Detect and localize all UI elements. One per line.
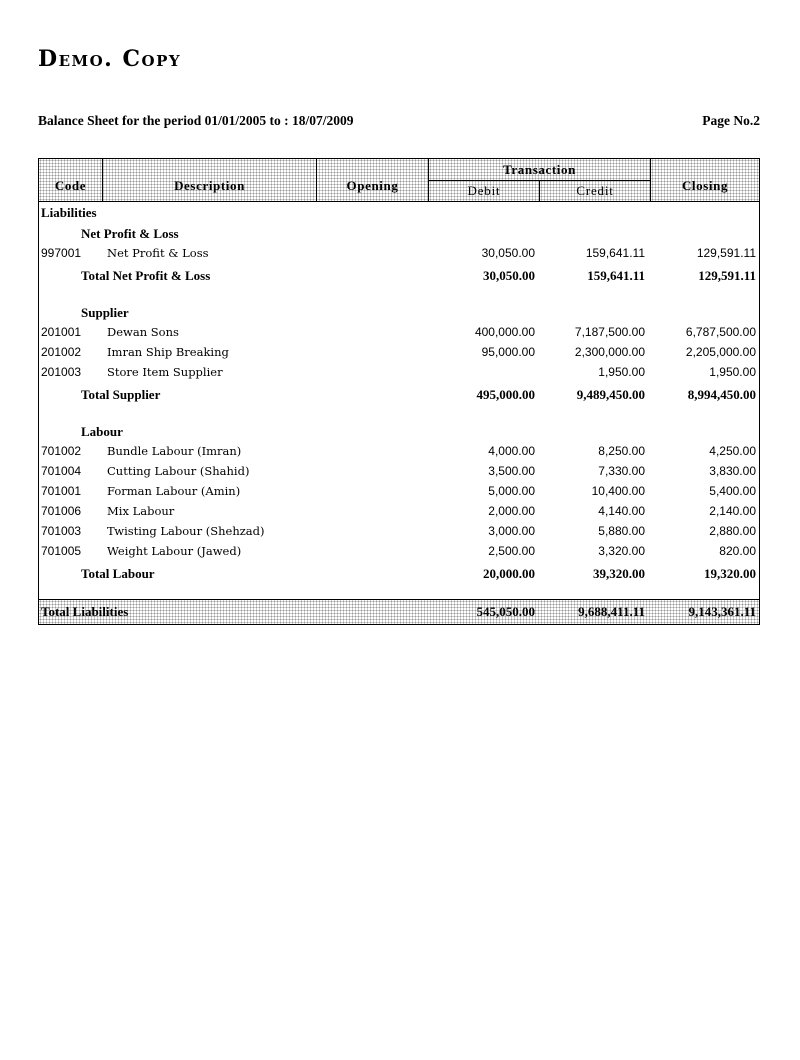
grand-total-credit: 9,688,411.11 xyxy=(578,604,645,619)
section-label: Liabilities xyxy=(41,205,97,220)
group-total-debit: 495,000.00 xyxy=(476,387,535,402)
table-row xyxy=(39,502,759,522)
table-row xyxy=(39,462,759,482)
account-description: Bundle Labour (Imran) xyxy=(107,444,242,458)
group-total-credit: 9,489,450.00 xyxy=(576,387,645,402)
account-description: Twisting Labour (Shehzad) xyxy=(107,524,265,538)
header-transaction: Transaction xyxy=(429,159,651,181)
group-total-closing: 129,591.11 xyxy=(698,268,756,283)
group-total-closing: 8,994,450.00 xyxy=(687,387,756,402)
demo-copy-watermark: Demo. Copy xyxy=(38,46,182,72)
account-code: 701005 xyxy=(41,544,82,558)
account-code: 201002 xyxy=(41,345,82,359)
group-total-label: Total Supplier xyxy=(81,387,161,402)
group-total-row xyxy=(39,266,759,286)
closing-value: 4,250.00 xyxy=(709,444,756,458)
group-heading xyxy=(39,303,759,323)
debit-value: 3,000.00 xyxy=(488,524,535,538)
grand-total-closing: 9,143,361.11 xyxy=(688,604,756,619)
account-description: Net Profit & Loss xyxy=(107,246,209,260)
table-row xyxy=(39,343,759,363)
credit-value: 3,320.00 xyxy=(598,544,645,558)
credit-value: 4,140.00 xyxy=(598,504,645,518)
header-closing: Closing xyxy=(681,178,729,193)
debit-value: 4,000.00 xyxy=(488,444,535,458)
group-total-label: Total Labour xyxy=(81,566,155,581)
group-total-closing: 19,320.00 xyxy=(704,566,756,581)
account-code: 701002 xyxy=(41,444,82,458)
debit-value: 3,500.00 xyxy=(488,464,535,478)
group-total-label: Total Net Profit & Loss xyxy=(81,268,211,283)
debit-value: 2,000.00 xyxy=(488,504,535,518)
group-total-debit: 20,000.00 xyxy=(483,566,535,581)
balance-sheet-table xyxy=(38,158,760,625)
group-total-row xyxy=(39,564,759,584)
header-description: Description xyxy=(103,159,317,201)
closing-value: 820.00 xyxy=(719,544,756,558)
table-row xyxy=(39,442,759,462)
group-total-debit: 30,050.00 xyxy=(483,268,535,283)
closing-value: 3,830.00 xyxy=(709,464,756,478)
account-code: 701004 xyxy=(41,464,82,478)
closing-value: 129,591.11 xyxy=(696,246,756,260)
group-label: Labour xyxy=(81,424,123,439)
account-code: 997001 xyxy=(41,246,82,260)
account-code: 201001 xyxy=(41,325,82,339)
closing-value: 2,880.00 xyxy=(709,524,756,538)
group-total-credit: 159,641.11 xyxy=(587,268,645,283)
debit-value: 2,500.00 xyxy=(488,544,535,558)
closing-value: 1,950.00 xyxy=(709,365,756,379)
credit-value: 1,950.00 xyxy=(598,365,645,379)
credit-value: 159,641.11 xyxy=(585,246,645,260)
credit-value: 2,300,000.00 xyxy=(574,345,645,359)
account-description: Forman Labour (Amin) xyxy=(107,484,241,498)
credit-value: 5,880.00 xyxy=(598,524,645,538)
page-number: Page No.2 xyxy=(702,113,760,128)
account-description: Dewan Sons xyxy=(107,325,179,339)
table-row xyxy=(39,482,759,502)
debit-value: 95,000.00 xyxy=(481,345,535,359)
credit-value: 7,187,500.00 xyxy=(574,325,645,339)
group-label: Supplier xyxy=(81,305,129,320)
closing-value: 2,140.00 xyxy=(709,504,756,518)
header-credit: Credit xyxy=(540,181,651,201)
debit-value: 30,050.00 xyxy=(481,246,535,260)
group-total-credit: 39,320.00 xyxy=(593,566,645,581)
credit-value: 8,250.00 xyxy=(598,444,645,458)
section-heading xyxy=(39,203,759,223)
closing-value: 6,787,500.00 xyxy=(685,325,756,339)
group-total-row xyxy=(39,385,759,405)
grand-total-debit: 545,050.00 xyxy=(476,604,535,619)
group-heading xyxy=(39,422,759,442)
account-code: 701001 xyxy=(41,484,82,498)
table-row xyxy=(39,244,759,264)
account-description: Cutting Labour (Shahid) xyxy=(107,464,250,478)
debit-value: 5,000.00 xyxy=(488,484,535,498)
account-description: Weight Labour (Jawed) xyxy=(107,544,242,558)
credit-value: 10,400.00 xyxy=(591,484,645,498)
debit-value: 400,000.00 xyxy=(474,325,535,339)
account-description: Imran Ship Breaking xyxy=(107,345,229,359)
table-header xyxy=(39,159,759,202)
closing-value: 5,400.00 xyxy=(709,484,756,498)
table-row xyxy=(39,522,759,542)
account-code: 701003 xyxy=(41,524,82,538)
closing-value: 2,205,000.00 xyxy=(685,345,756,359)
table-row xyxy=(39,363,759,383)
group-heading xyxy=(39,224,759,244)
account-code: 701006 xyxy=(41,504,82,518)
header-debit: Debit xyxy=(429,181,540,201)
table-row xyxy=(39,323,759,343)
header-opening: Opening xyxy=(317,159,429,201)
header-code: Code xyxy=(39,159,103,201)
account-code: 201003 xyxy=(41,365,82,379)
table-row xyxy=(39,542,759,562)
credit-value: 7,330.00 xyxy=(598,464,645,478)
grand-total-label: Total Liabilities xyxy=(41,604,129,619)
account-description: Store Item Supplier xyxy=(107,365,223,379)
group-label: Net Profit & Loss xyxy=(81,226,179,241)
grand-total-row xyxy=(39,599,759,624)
account-description: Mix Labour xyxy=(107,504,175,518)
report-title: Balance Sheet for the period 01/01/2005 to : 18/07/2009 xyxy=(38,113,354,128)
